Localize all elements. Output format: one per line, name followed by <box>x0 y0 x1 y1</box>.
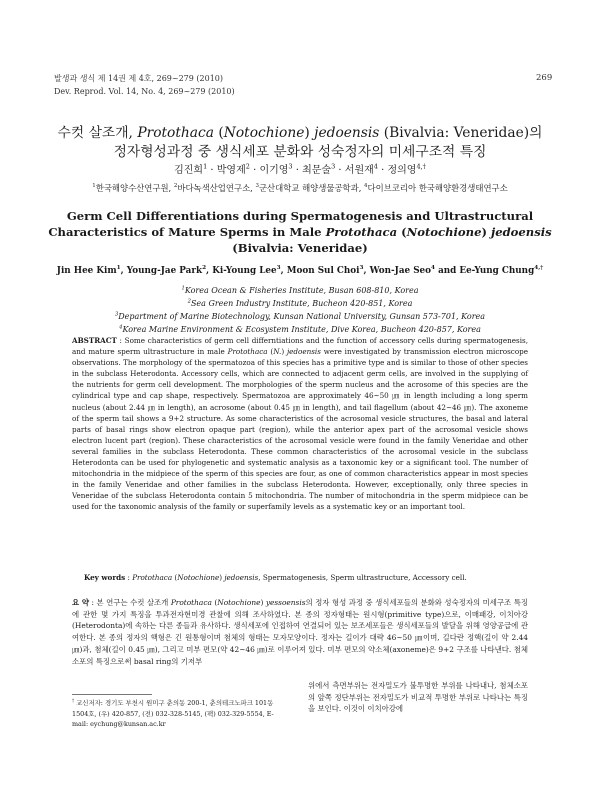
english-title-line2: Characteristics of Mature Sperms in Male Protothaca (Notochione) jedoensis <box>48 225 552 239</box>
page-number: 269 <box>536 73 553 83</box>
abstract: ABSTRACT : Some characteristics of germ cell differntiations and the function of accessory cells during spermatogenesis, and mature sperm ultrastructure in male Protothaca (N.) jedoensis were investigated by transmission electron microscope observations. The morphology of the spermatozoa of this species has a primitive type and is similar to those of other species in the subclass Heterodonta. Accessory cells, which are connected to adjacent germ cells, are involved in the supplying of the nutrients for germ cell development. The morphologies of the sperm nucleus and the acrosome of this species are the cylindrical type and cap shape, respectively. Spermatozoa are approximately 46~50 ㎛ in length including a long sperm nucleus (about 2.44 ㎛ in length), an acrosome (about 0.45 ㎛ in length), and tail flagellum (about 42~46 ㎛). The axoneme of the sperm tail shows a 9+2 structure. As some characteristics of the acrosomal vesicle structures, the basal and lateral parts of basal rings show electron opaque part (region), while the anterior apex part of the acrosomal vesicle shows electron lucent part (region). These characteristics of the acrosomal vesicle were found in the family Veneridae and other several families in the subclass Heterodonta. These common characteristics of the acrosomal vesicle in the subclass Heterodonta can be used for phylogenetic and systematic analysis as a taxonomic key or a significant tool. The number of mitochondria in the midpiece of the sperm of this species are four, as one of common characteristics appear in most species in the family Veneridae and other families in the subclass Heterodonta. However, exceptionally, only three species in Veneridae of the subclass Heterodonta contain 5 mitochondria. The number of mitochondria in the sperm midpiece can be used for the taxonomic analysis of the family or superfamily levels as a systematic key or an important tool. <box>72 336 528 512</box>
korean-abstract: 요 약 : 본 연구는 수컷 살조개 Protothaca (Notochione) yessoensis의 정자 형성 과정 중 생식세포들의 분화와 성숙정자의 미세구조 특징에 관한 몇 가지 특징을 투과전자현미경 관찰에 의해 조사하였다. 본 종의 정자형태는 원시형(primitive type)으로, 이매패강, 이치아강(Heterodonta)에 속하는 다른 종들과 유사하다. 생식세포에 인접하여 연결되어 있는 보조세포들은 생식세포들의 발달을 위해 영양공급에 관여한다. 본 종의 정자의 핵형은 긴 원통형이며 첨체의 형태는 모자모양이다. 정자는 길이가 대략 46~50 ㎛이며, 길다란 정핵(길이 약 2.44 ㎛)과, 첨체(길이 0.45 ㎛), 그리고 미부 편모(약 42~46 ㎛)로 이루어져 있다. 미부 편모의 약소체(axoneme)은 9+2 구조를 나타낸다. 첨체소포의 특징으로써 basal ring의 기저부 <box>72 598 528 666</box>
abstract-label: ABSTRACT <box>72 336 117 345</box>
english-affiliation-3: $^3$Department of Marine Biotechnology, Kunsan National University, Gunsan 573-701, Korea <box>114 311 486 321</box>
korean-abstract-label: 요 약 <box>72 598 90 607</box>
english-title <box>30 208 570 256</box>
keywords-label: Key words <box>84 573 126 582</box>
journal-line-english: Dev. Reprod. Vol. 14, No. 4, 269~279 (2010) <box>54 87 235 96</box>
english-authors: Jin Hee Kim$^1$, Young-Jae Park$^2$, Ki-Young Lee$^3$, Moon Sul Choi$^3$, Won-Jae Seo$^4$ and Ee-Yung Chung$^{4,\dagger}$ <box>56 265 544 276</box>
body-right-column: 위에서 측면부위는 전자밀도가 불투명한 부위를 나타내나, 첨체소포의 앞쪽 정단부위는 전자밀도가 비교적 투명한 부위로 나타나는 특징을 보인다. 이것이 이치아강에 <box>308 681 528 714</box>
korean-authors: 김진희$^1$ · 박영제$^2$ · 이기영$^3$ · 최문술$^3$ · 서원재$^4$ · 정의영$^{4,\dagger}$ <box>174 162 426 176</box>
keywords: Key words : Protothaca (Notochione) jedoensis, Spermatogenesis, Sperm ultrastructure, Accessory cell. <box>84 573 467 582</box>
corresponding-author-footnote: † 교신저자: 경기도 부천시 원미구 춘의동 200-1, 춘의테크노파크 101동 1504호, (우) 420-857, (전) 032-328-5145, (팩) 032-329-5554, E-mail: eychung@kunsan.ac.kr <box>72 697 274 728</box>
english-affiliation-2: $^2$Sea Green Industry Institute, Bucheon 420-851, Korea <box>187 298 413 308</box>
korean-title <box>20 124 580 162</box>
running-header <box>54 72 235 98</box>
english-title-line1: Germ Cell Differentiations during Spermatogenesis and Ultrastructural <box>66 209 534 223</box>
korean-title-line2: 정자형성과정 중 생식세포 분화와 성숙정자의 미세구조적 특징 <box>113 144 487 160</box>
korean-affiliations: $^1$한국해양수산연구원, $^2$바다녹색산업연구소, $^3$군산대학교 해양생물공학과, $^4$다이브코리아 한국해양환경생태연구소 <box>92 183 508 193</box>
english-affiliation-4: $^4$Korea Marine Environment & Ecosystem Institute, Dive Korea, Bucheon 420-857, Korea <box>119 324 481 334</box>
journal-line-korean: 발생과 생식 제 14권 제 4호, 269~279 (2010) <box>54 74 224 83</box>
footnote-divider <box>72 694 152 695</box>
english-title-line3: (Bivalvia: Veneridae) <box>232 241 368 255</box>
korean-title-line1: 수컷 살조개, Protothaca (Notochione) jedoensis (Bivalvia: Veneridae)의 <box>57 125 543 141</box>
english-affiliation-1: $^1$Korea Ocean & Fisheries Institute, Busan 608-810, Korea <box>181 285 419 295</box>
